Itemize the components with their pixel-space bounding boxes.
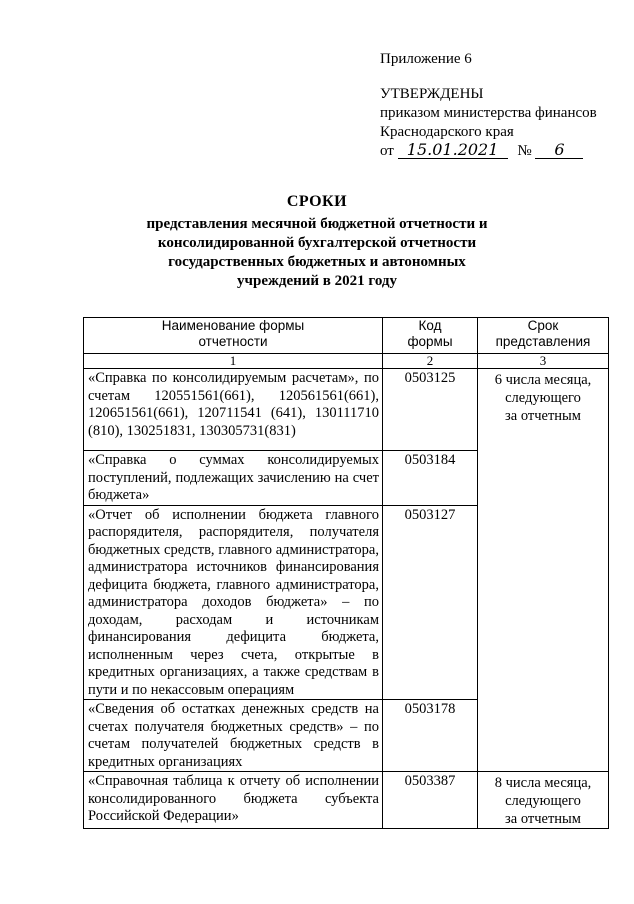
term-line: следующего — [505, 390, 581, 406]
header-code-line-2: формы — [407, 334, 453, 349]
header-term — [478, 318, 609, 354]
date-prefix: от — [380, 143, 394, 159]
term-cell — [478, 772, 609, 829]
form-name: «Справка по консолидируемым расчетам», по счетам 120551561(661), 120561561(661), 120651561(661), 120711541 (641), 130111710 (810), 130251831, 130305731(831) — [84, 369, 383, 451]
title-sub-1: представления месячной бюджетной отчетности и — [146, 216, 488, 232]
form-name: «Справка о суммах консолидируемых поступлений, подлежащих зачислению на счет бюджета» — [84, 451, 383, 506]
table-row — [84, 772, 609, 829]
number-prefix: № — [517, 143, 532, 159]
form-name: «Справочная таблица к отчету об исполнении консолидированного бюджета субъекта Российской Федерации» — [84, 772, 383, 829]
handwritten-date: 15.01.2021 — [398, 142, 508, 159]
form-code: 0503127 — [383, 505, 478, 700]
term-line: за отчетным — [505, 811, 581, 827]
approved-label: УТВЕРЖДЕНЫ — [380, 86, 484, 102]
form-code: 0503387 — [383, 772, 478, 829]
table-header-row — [84, 318, 609, 354]
handwritten-number: 6 — [535, 142, 583, 159]
term-line: 8 числа месяца, — [494, 775, 592, 791]
column-index: 2 — [383, 354, 478, 369]
term-line: следующего — [505, 793, 581, 809]
header-term-line-2: представления — [495, 334, 591, 349]
form-code: 0503178 — [383, 700, 478, 772]
term-line: 6 числа месяца, — [494, 372, 592, 388]
term-cell — [478, 369, 609, 772]
column-index: 1 — [84, 354, 383, 369]
form-name: «Отчет об исполнении бюджета главного распорядителя, распорядителя, получателя бюджетных средств, главного администратора, администратора источников финансирования дефицита бюджета, главного администратора, администратора доходов бюджета» – по доходам, расходам и источникам финансирования дефицита бюджета, исполненным через счета, открытые в кредитных организациях, а также средствам в пути и по некассовым операциям — [84, 505, 383, 700]
column-index: 3 — [478, 354, 609, 369]
table-row — [84, 369, 609, 451]
header-name-line-1: Наименование формы — [161, 318, 305, 333]
deadlines-table — [83, 317, 609, 829]
header-name-line-2: отчетности — [198, 334, 268, 349]
approval-line-2: Краснодарского края — [380, 124, 514, 140]
approval-block — [380, 50, 597, 161]
title-sub-2: консолидированной бухгалтерской отчетности — [157, 235, 477, 251]
form-code: 0503184 — [383, 451, 478, 506]
appendix-label: Приложение 6 — [380, 51, 472, 67]
term-line: за отчетным — [505, 408, 581, 424]
title-main: СРОКИ — [286, 193, 348, 210]
form-code: 0503125 — [383, 369, 478, 451]
approval-date-line — [380, 142, 597, 161]
header-code-line-1: Код — [418, 318, 442, 333]
header-form-name — [84, 318, 383, 354]
document-title — [0, 193, 634, 291]
column-index-row — [84, 354, 609, 369]
title-sub-3: государственных бюджетных и автономных — [168, 254, 466, 270]
approval-line-1: приказом министерства финансов — [380, 105, 597, 121]
title-sub-4: учреждений в 2021 году — [237, 273, 397, 289]
header-form-code — [383, 318, 478, 354]
header-term-line-1: Срок — [527, 318, 559, 333]
form-name: «Сведения об остатках денежных средств на счетах получателя бюджетных средств» – по счетам получателей бюджетных средств в кредитных организациях — [84, 700, 383, 772]
